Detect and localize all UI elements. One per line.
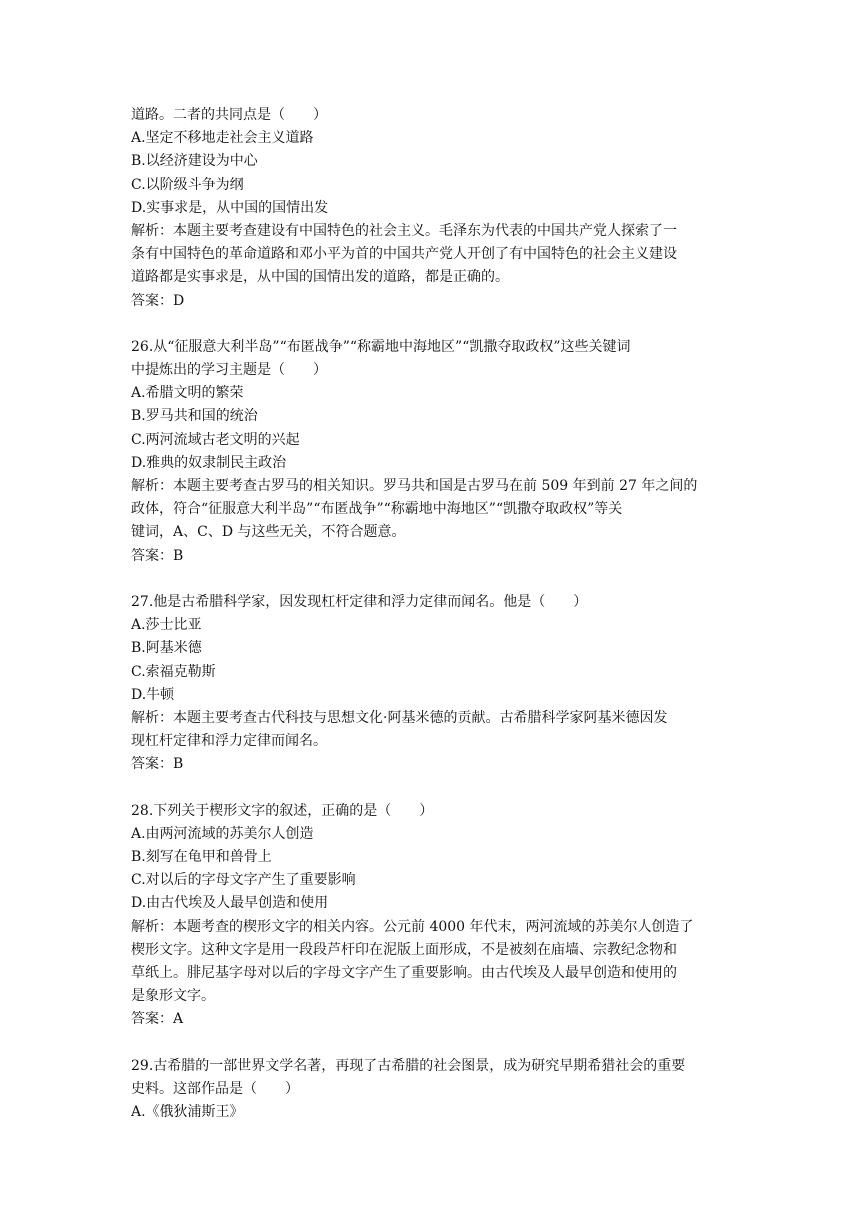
option-d: D.由古代埃及人最早创造和使用 (131, 895, 329, 912)
question-29 (131, 1055, 737, 1125)
spacer (131, 776, 737, 799)
option-d: D.牛顿 (131, 686, 175, 703)
analysis-line: 楔形文字。这种文字是用一段段芦杆印在泥版上面形成，不是被刻在庙墙、宗教纪念物和 (131, 941, 677, 958)
analysis-line: 条有中国特色的革命道路和邓小平为首的中国共产党人开创了有中国特色的社会主义建设 (131, 246, 677, 263)
option-c: C.两河流域古老文明的兴起 (131, 431, 300, 448)
question-28 (131, 800, 737, 1032)
question-stem: 中提炼出的学习主题是（ ） (131, 362, 327, 379)
question-stem: 29.古希腊的一部世界文学名著，再现了古希腊的社会图景，成为研究早期希猎社会的重要 (131, 1057, 686, 1074)
spacer (131, 1032, 737, 1055)
analysis-line: 现杠杆定律和浮力定律而闻名。 (131, 733, 327, 750)
analysis-line: 解析：本题主要考查建设有中国特色的社会主义。毛泽东为代表的中国共产党人探索了一 (131, 222, 677, 239)
spacer (131, 568, 737, 591)
question-stem: 26.从“征服意大利半岛”“布匿战争”“称霸地中海地区”“凯撒夺取政权”这些关键词 (131, 338, 631, 355)
answer: 答案：A (131, 1011, 184, 1028)
answer: 答案：D (131, 292, 185, 309)
analysis-line: 是象形文字。 (131, 988, 215, 1005)
option-c: C.以阶级斗争为纲 (131, 176, 244, 193)
option-b: B.刻写在龟甲和兽骨上 (131, 849, 272, 865)
question-27 (131, 591, 737, 777)
option-a: A.希腊文明的繁荣 (131, 385, 244, 402)
option-a: A.《俄狄浦斯王》 (131, 1104, 244, 1121)
analysis-line: 政体，符合“征服意大利半岛”“布匿战争”“称霸地中海地区”“凯撒夺取政权”等关 (131, 501, 623, 518)
option-a: A.由两河流域的苏美尔人创造 (131, 825, 314, 842)
question-stem: 史料。这部作品是（ ） (131, 1080, 299, 1097)
analysis-line: 解析：本题主要考查古罗马的相关知识。罗马共和国是古罗马在前 509 年到前 27 年之间的 (131, 478, 698, 494)
option-a: A.莎士比亚 (131, 617, 202, 634)
option-a: A.坚定不移地走社会主义道路 (131, 130, 314, 147)
answer: 答案：B (131, 756, 184, 773)
analysis-line: 解析：本题考查的楔形文字的相关内容。公元前 4000 年代末，两河流域的苏美尔人创造了 (131, 918, 694, 935)
option-b: B.阿基米德 (131, 640, 202, 657)
option-c: C.对以后的字母文字产生了重要影响 (131, 872, 356, 889)
analysis-line: 解析：本题主要考查古代科技与思想文化·阿基米德的贡献。古希腊科学家阿基米德因发 (131, 709, 668, 726)
option-c: C.索福克勒斯 (131, 663, 216, 680)
analysis-line: 道路都是实事求是，从中国的国情出发的道路，都是正确的。 (131, 269, 509, 286)
option-d: D.雅典的奴隶制民主政治 (131, 454, 287, 471)
question-25 (131, 104, 737, 313)
analysis-line: 键词，A、C、D 与这些无关，不符合题意。 (131, 524, 406, 541)
question-stem: 28.下列关于楔形文字的叙述，正确的是（ ） (131, 802, 434, 819)
answer: 答案：B (131, 547, 184, 564)
document-page (131, 104, 737, 1124)
option-d: D.实事求是，从中国的国情出发 (131, 199, 329, 216)
question-26 (131, 336, 737, 568)
option-b: B.以经济建设为中心 (131, 153, 258, 170)
analysis-line: 草纸上。腓尼基字母对以后的字母文字产生了重要影响。由古代埃及人最早创造和使用的 (131, 964, 677, 981)
spacer (131, 313, 737, 336)
option-b: B.罗马共和国的统治 (131, 408, 258, 425)
question-stem: 道路。二者的共同点是（ ） (131, 107, 327, 123)
question-stem: 27.他是古希腊科学家，因发现杠杆定律和浮力定律而闻名。他是（ ） (131, 593, 588, 610)
